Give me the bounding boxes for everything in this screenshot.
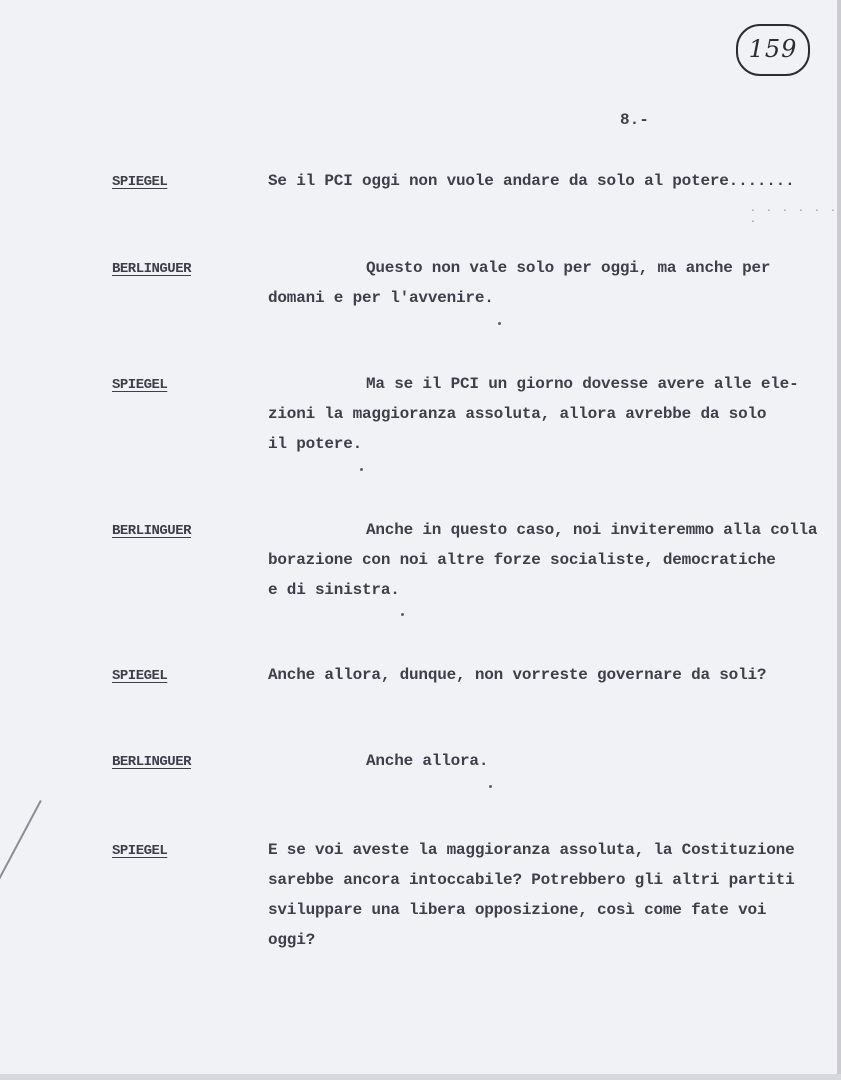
speaker-label: SPIEGEL — [112, 668, 168, 684]
speaker-label: SPIEGEL — [112, 174, 168, 190]
page-edge-bottom — [0, 1074, 841, 1080]
dialogue-line: domani e per l'avvenire. — [268, 289, 494, 307]
dialogue-line: borazione con noi altre forze socialiste, democratiche — [268, 551, 776, 569]
ink-mark — [498, 322, 501, 325]
page-stamp: 159 — [736, 24, 810, 76]
pen-stroke — [0, 800, 42, 898]
dialogue-line: Questo non vale solo per oggi, ma anche per — [366, 259, 771, 277]
speaker-label: BERLINGUER — [112, 754, 192, 770]
ink-mark — [401, 613, 404, 616]
dialogue-line: oggi? — [268, 931, 316, 949]
dialogue-line: Se il PCI oggi non vuole andare da solo al potere....... — [268, 172, 795, 190]
dialogue-line: Anche allora. — [366, 752, 489, 770]
ink-mark — [360, 468, 363, 471]
dialogue-line: zioni la maggioranza assoluta, allora avrebbe da solo — [268, 405, 767, 423]
speaker-label: BERLINGUER — [112, 261, 192, 277]
dialogue-line: Anche in questo caso, noi inviteremmo alla colla — [366, 521, 818, 539]
dialogue-line: sviluppare una libera opposizione, così come fate voi — [268, 901, 767, 919]
dialogue-line: sarebbe ancora intoccabile? Potrebbero gli altri partiti — [268, 871, 795, 889]
page-number: 8.- — [620, 111, 649, 129]
dialogue-line: il potere. — [268, 435, 363, 453]
dialogue-line: E se voi aveste la maggioranza assoluta, la Costituzione — [268, 841, 795, 859]
dialogue-line: Anche allora, dunque, non vorreste governare da soli? — [268, 666, 767, 684]
speaker-label: SPIEGEL — [112, 377, 168, 393]
page-edge-right — [837, 0, 841, 1080]
trailing-dots: · · · · · · · — [750, 206, 839, 228]
speaker-label: BERLINGUER — [112, 523, 192, 539]
dialogue-line: Ma se il PCI un giorno dovesse avere alle ele- — [366, 375, 799, 393]
ink-mark — [489, 785, 492, 788]
speaker-label: SPIEGEL — [112, 843, 168, 859]
dialogue-line: e di sinistra. — [268, 581, 400, 599]
